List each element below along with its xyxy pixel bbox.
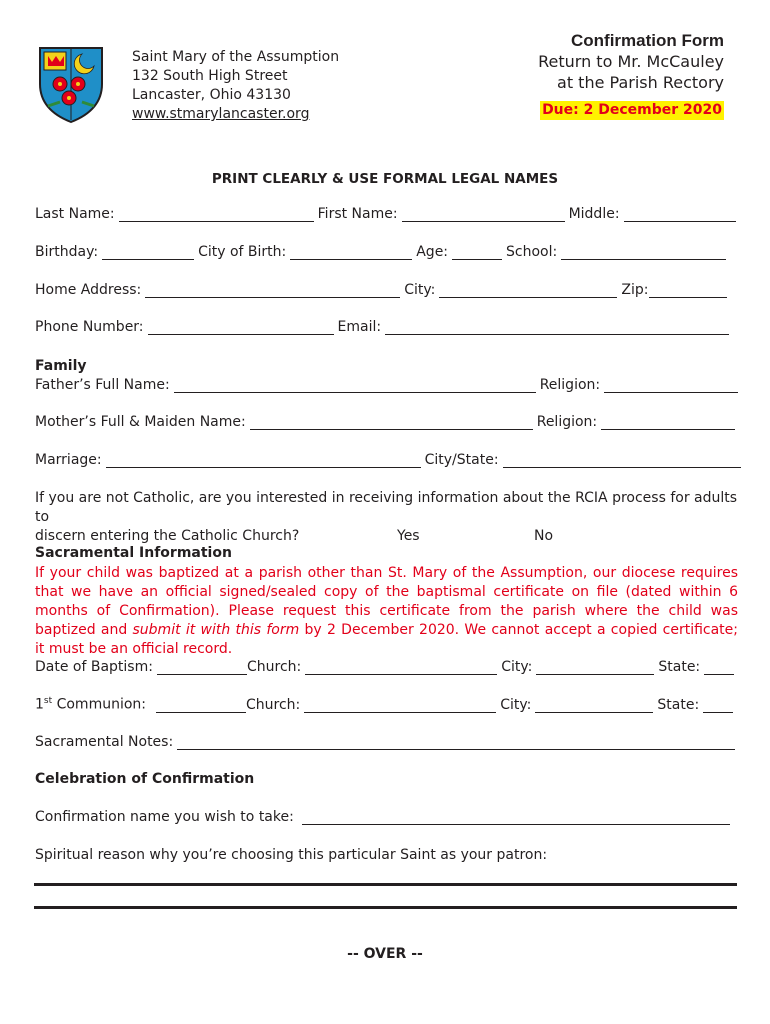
name-row (35, 206, 740, 222)
parish-name: Saint Mary of the Assumption (132, 49, 340, 65)
marriage-city-state-label: City/State: (424, 452, 499, 468)
father-religion-field[interactable] (604, 378, 738, 393)
middle-name-label: Middle: (568, 206, 620, 222)
date-of-baptism-field[interactable] (157, 660, 247, 675)
rcia-no-option[interactable]: No (534, 528, 554, 544)
form-title: Confirmation Form (571, 31, 724, 50)
return-place-line: at the Parish Rectory (557, 73, 724, 92)
email-label: Email: (337, 319, 382, 335)
sacramental-section-title: Sacramental Information (35, 545, 232, 561)
last-name-label: Last Name: (35, 206, 115, 222)
first-communion-label: 1st Communion: (35, 696, 146, 713)
confirmation-name-label: Confirmation name you wish to take: (35, 809, 294, 825)
city-of-birth-field[interactable] (290, 245, 412, 260)
confirmation-name-row (35, 809, 734, 825)
age-label: Age: (416, 244, 449, 260)
marriage-field[interactable] (106, 453, 421, 468)
baptism-certificate-notice (35, 564, 738, 659)
email-field[interactable] (385, 320, 729, 335)
mother-religion-label: Religion: (536, 414, 598, 430)
communion-church-label: Church: (246, 696, 301, 713)
rcia-question-line2: discern entering the Catholic Church? (35, 528, 300, 544)
address-row (35, 282, 731, 298)
parish-crest-logo (38, 40, 104, 124)
contact-row (35, 319, 733, 335)
phone-label: Phone Number: (35, 319, 144, 335)
notice-italic: submit it with this form (132, 622, 300, 638)
date-of-baptism-label: Date of Baptism: (35, 659, 153, 675)
marriage-city-state-field[interactable] (503, 453, 741, 468)
home-address-field[interactable] (145, 283, 400, 298)
baptism-state-field[interactable] (704, 660, 734, 675)
baptism-church-field[interactable] (305, 660, 497, 675)
birthday-label: Birthday: (35, 244, 99, 260)
father-row (35, 377, 742, 393)
first-name-label: First Name: (317, 206, 398, 222)
city-of-birth-label: City of Birth: (198, 244, 287, 260)
notice-part2: by 2 December 2020. We cannot accept a copied certificate; it must be an official record. (35, 622, 738, 657)
age-field[interactable] (452, 245, 502, 260)
rcia-yes-option[interactable]: Yes (397, 528, 420, 544)
mother-religion-field[interactable] (601, 415, 735, 430)
first-name-field[interactable] (402, 207, 565, 222)
over-footer: -- OVER -- (347, 946, 423, 962)
sacramental-notes-row (35, 734, 739, 750)
baptism-state-label: State: (658, 659, 701, 675)
sacramental-notes-field[interactable] (177, 735, 735, 750)
communion-state-label: State: (657, 696, 700, 713)
birthday-field[interactable] (102, 245, 194, 260)
zip-field[interactable] (649, 283, 727, 298)
form-header (538, 30, 724, 121)
city-label: City: (404, 282, 436, 298)
communion-state-field[interactable] (703, 698, 733, 713)
notice-part1: If your child was baptized at a parish other than St. Mary of the Assumption, our diocese requires that we have an official signed/sealed copy of the baptismal certificate on file (dated within 6 months of Confirmation). Please request this certificate from the parish where the child was baptized and (35, 565, 738, 638)
baptism-church-label: Church: (246, 659, 302, 675)
sacramental-notes-label: Sacramental Notes: (35, 734, 174, 750)
instructions-heading: PRINT CLEARLY & USE FORMAL LEGAL NAMES (211, 171, 559, 187)
return-to-line: Return to Mr. McCauley (538, 52, 724, 71)
home-address-label: Home Address: (35, 282, 142, 298)
baptism-city-field[interactable] (536, 660, 654, 675)
first-communion-date-field[interactable] (156, 698, 246, 713)
last-name-field[interactable] (119, 207, 314, 222)
family-section-title: Family (35, 358, 87, 374)
birth-row (35, 244, 730, 260)
baptism-city-label: City: (501, 659, 533, 675)
school-label: School: (506, 244, 558, 260)
father-name-label: Father’s Full Name: (35, 377, 170, 393)
spiritual-reason-line-2[interactable] (34, 906, 737, 909)
father-religion-label: Religion: (539, 377, 601, 393)
parish-website-link[interactable]: www.stmarylancaster.org (132, 106, 310, 122)
parish-address-block (132, 48, 339, 124)
school-field[interactable] (561, 245, 726, 260)
spiritual-reason-label: Spiritual reason why you’re choosing this particular Saint as your patron: (35, 847, 548, 863)
confirmation-name-field[interactable] (302, 810, 730, 825)
due-date-badge: Due: 2 December 2020 (542, 102, 722, 118)
zip-label: Zip: (621, 282, 649, 298)
parish-street: 132 South High Street (132, 68, 288, 84)
mother-name-field[interactable] (250, 415, 533, 430)
rcia-question-line1: If you are not Catholic, are you interested in receiving information about the RCIA process for adults to (35, 490, 738, 525)
middle-name-field[interactable] (624, 207, 736, 222)
communion-church-field[interactable] (304, 698, 496, 713)
communion-city-field[interactable] (535, 698, 653, 713)
baptism-row (35, 659, 738, 675)
communion-city-label: City: (500, 696, 532, 713)
marriage-label: Marriage: (35, 452, 102, 468)
spiritual-reason-line-1[interactable] (34, 883, 737, 886)
father-name-field[interactable] (174, 378, 536, 393)
phone-field[interactable] (148, 320, 334, 335)
mother-name-label: Mother’s Full & Maiden Name: (35, 414, 246, 430)
mother-row (35, 414, 739, 430)
rcia-question (35, 489, 738, 546)
celebration-section-title: Celebration of Confirmation (35, 771, 255, 787)
communion-row (35, 696, 737, 713)
parish-city-line: Lancaster, Ohio 43130 (132, 87, 291, 103)
city-field[interactable] (439, 283, 617, 298)
marriage-row (35, 452, 745, 468)
